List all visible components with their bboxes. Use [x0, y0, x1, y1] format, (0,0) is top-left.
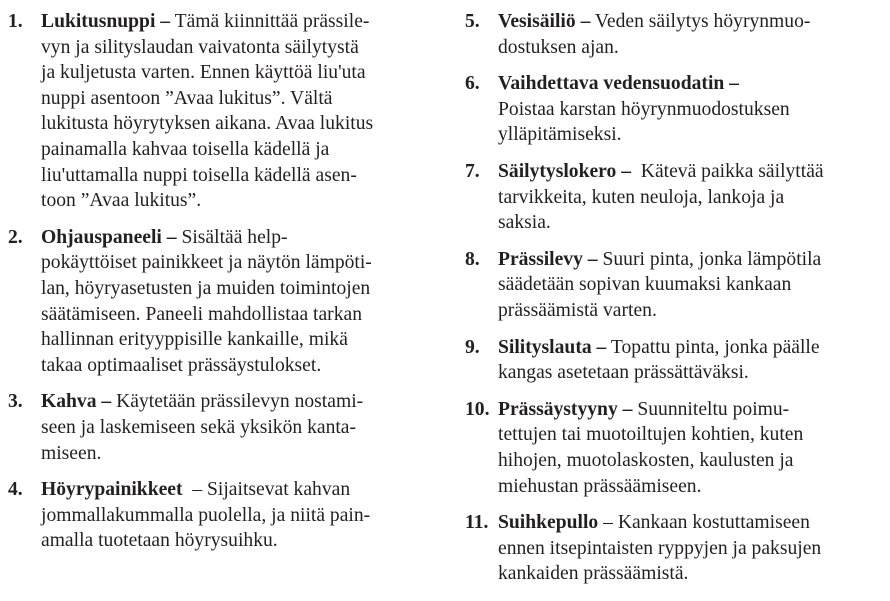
item-number: 8.	[465, 248, 480, 270]
item-term: Prässilevy –	[498, 248, 598, 270]
text-line: tettujen tai muotoiltujen kohtien, kuten	[498, 424, 804, 446]
item-description: Suuri pinta, jonka lämpötila	[597, 248, 822, 270]
list-item	[465, 510, 885, 587]
text-line: toon ”Avaa lukitus”.	[41, 190, 202, 212]
item-number: 9.	[465, 336, 480, 358]
list-item	[465, 335, 885, 386]
text-line: dostuksen ajan.	[498, 36, 619, 58]
item-description: Tämä kiinnittää prässile-	[170, 11, 370, 32]
text-line	[498, 397, 885, 423]
item-term: Silityslauta –	[498, 336, 607, 358]
text-line: painamalla kahvaa toisella kädellä ja	[41, 138, 330, 160]
item-number: 11.	[465, 512, 489, 534]
text-line: ja kuljetusta varten. Ennen käyttöä liu'uta	[41, 62, 366, 84]
item-number: 1.	[8, 11, 23, 32]
item-description: Suunniteltu poimu-	[632, 398, 790, 420]
left-column	[8, 9, 438, 565]
list-item	[8, 225, 438, 379]
item-term: Vesisäiliö –	[498, 11, 591, 32]
item-term: Kahva –	[41, 391, 112, 413]
text-line: miseen.	[41, 442, 102, 464]
list-item	[8, 389, 438, 466]
item-description: Kätevä paikka säilyttää	[631, 160, 824, 182]
text-line: ylläpitämiseksi.	[498, 124, 622, 146]
text-line: tarvikkeita, kuten neuloja, lankoja ja	[498, 186, 785, 208]
text-line: säädetään sopivan kuumaksi kankaan	[498, 274, 792, 296]
text-line: seen ja laskemiseen sekä yksikön kanta-	[41, 416, 357, 438]
item-term: Lukitusnuppi –	[41, 11, 171, 32]
text-line: saksia.	[498, 212, 551, 234]
text-line: jommallakummalla puolella, ja niitä pain-	[41, 504, 371, 526]
text-line	[498, 335, 885, 361]
item-number: 3.	[8, 391, 23, 413]
item-term: Säilytyslokero –	[498, 160, 631, 182]
item-number: 7.	[465, 160, 480, 182]
text-line: pokäyttöiset painikkeet ja näytön lämpöti-	[41, 252, 372, 274]
list-item	[465, 9, 885, 60]
item-number: 5.	[465, 11, 480, 32]
text-line: nuppi asentoon ”Avaa lukitus”. Vältä	[41, 87, 333, 109]
list-item	[465, 247, 885, 324]
text-line	[41, 477, 438, 503]
text-line: hallinnan erityyppisille kankaille, mikä	[41, 329, 348, 351]
text-line: lan, höyryasetusten ja muiden toimintojen	[41, 277, 371, 299]
text-line: kankaiden prässäämistä.	[498, 563, 689, 585]
text-line: prässäämistä varten.	[498, 299, 657, 321]
item-term: Suihkepullo	[498, 512, 599, 534]
text-line: takaa optimaaliset prässäystulokset.	[41, 354, 322, 376]
item-term: Höyrypainikkeet	[41, 479, 183, 501]
item-term: Vaihdettava vedensuodatin –	[498, 73, 739, 95]
item-description: – Kankaan kostuttamiseen	[598, 512, 810, 534]
item-number: 6.	[465, 73, 480, 95]
item-term: Ohjauspaneeli –	[41, 226, 177, 248]
list-item	[465, 397, 885, 499]
item-description: Topattu pinta, jonka päälle	[606, 336, 820, 358]
text-line: ennen itsepintaisten ryppyjen ja paksujen	[498, 537, 822, 559]
item-description: Veden säilytys höyrynmuo-	[590, 11, 811, 32]
item-number: 10.	[465, 398, 490, 420]
item-description: Käytetään prässilevyn nostami-	[111, 391, 364, 413]
text-line	[41, 225, 438, 251]
item-number: 4.	[8, 479, 23, 501]
item-description: – Sijaitsevat kahvan	[182, 479, 351, 501]
text-line	[41, 9, 438, 35]
text-line	[41, 389, 438, 415]
text-line: amalla tuotetaan höyrysuihku.	[41, 530, 278, 552]
text-line	[498, 510, 885, 536]
text-line: säätämiseen. Paneeli mahdollistaa tarkan	[41, 303, 363, 325]
text-line	[498, 159, 885, 185]
list-item	[465, 159, 885, 236]
item-description: Sisältää help-	[176, 226, 288, 248]
list-item	[465, 71, 885, 148]
item-number: 2.	[8, 226, 23, 248]
item-term: Prässäystyyny –	[498, 398, 633, 420]
text-line: hihojen, muotolaskosten, kaulusten ja	[498, 449, 794, 471]
text-line: vyn ja silityslaudan vaivatonta säilytystä	[41, 36, 359, 58]
text-line: lukitusta höyrytyksen aikana. Avaa lukitus	[41, 113, 374, 135]
text-line: miehustan prässäämiseen.	[498, 475, 702, 497]
text-line: kangas asetetaan prässättäväksi.	[498, 362, 749, 384]
list-item	[8, 9, 438, 214]
text-line: Poistaa karstan höyrynmuodostuksen	[498, 98, 790, 120]
list-item	[8, 477, 438, 554]
text-line	[498, 71, 885, 97]
right-column	[465, 9, 885, 598]
text-line	[498, 9, 885, 35]
text-line	[498, 247, 885, 273]
text-line: liu'uttamalla nuppi toisella kädellä asen-	[41, 164, 357, 186]
